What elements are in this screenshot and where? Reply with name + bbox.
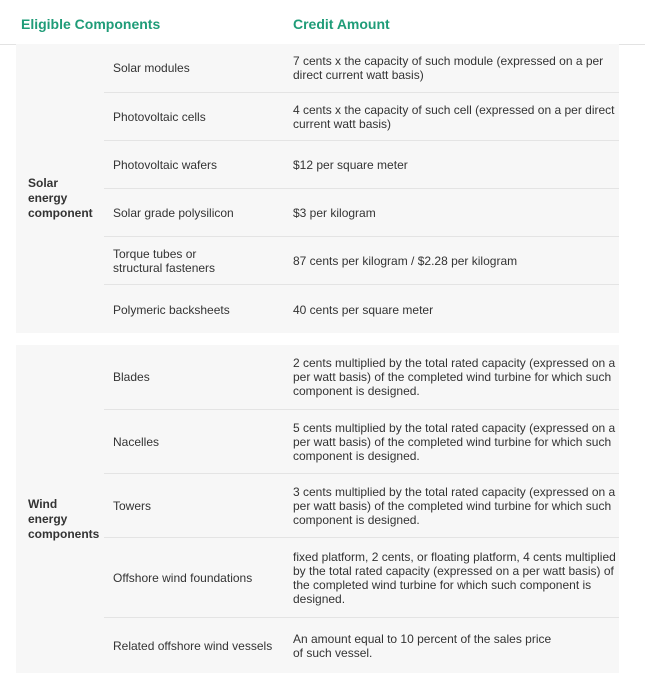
credit-amount: $12 per square meter bbox=[293, 158, 408, 172]
wind-label-line: energy bbox=[28, 512, 68, 526]
table-row bbox=[104, 284, 619, 334]
component-name: Polymeric backsheets bbox=[113, 302, 230, 317]
credit-amount: 3 cents multiplied by the total rated capacity (expressed on a per watt basis) of the completed wind turbine for which such component is designed. bbox=[293, 485, 616, 527]
table-row bbox=[104, 537, 619, 618]
credit-amount: $3 per kilogram bbox=[293, 206, 376, 220]
solar-group-label bbox=[28, 176, 108, 221]
wind-label-line: components bbox=[28, 527, 100, 541]
component-name: Torque tubes or structural fasteners bbox=[113, 247, 216, 275]
credit-amount: 87 cents per kilogram / $2.28 per kilogram bbox=[293, 254, 518, 268]
credit-amount: 5 cents multiplied by the total rated capacity (expressed on a per watt basis) of the completed wind turbine for which such component is designed. bbox=[293, 421, 616, 463]
component-name: Photovoltaic cells bbox=[113, 110, 206, 124]
solar-label-line: component bbox=[28, 206, 93, 220]
solar-group bbox=[16, 44, 619, 333]
component-name: Nacelles bbox=[113, 435, 160, 449]
credit-amount: fixed platform, 2 cents, or floating platform, 4 cents multiplied by the total rated capacity (expressed on a per watt basis) of the completed wind turbine for which such component is designed. bbox=[293, 550, 616, 606]
component-name: Offshore wind foundations bbox=[113, 571, 253, 585]
component-name: Solar modules bbox=[113, 61, 190, 75]
component-name: Photovoltaic wafers bbox=[113, 158, 218, 172]
table-row bbox=[104, 188, 619, 237]
table-row bbox=[104, 409, 619, 474]
credit-amount: 7 cents x the capacity of such module (expressed on a per direct current watt basis) bbox=[293, 54, 604, 82]
table-header bbox=[0, 0, 645, 45]
component-name: Blades bbox=[113, 370, 150, 384]
table-row bbox=[104, 345, 619, 409]
component-name: Towers bbox=[113, 499, 152, 513]
solar-label-line: energy bbox=[28, 191, 68, 205]
group-spacer bbox=[0, 333, 645, 343]
wind-group bbox=[16, 345, 619, 673]
wind-label-line: Wind bbox=[28, 497, 58, 511]
table-row bbox=[104, 617, 619, 674]
table-row bbox=[104, 236, 619, 285]
solar-rows bbox=[104, 44, 619, 333]
header-eligible-components: Eligible Components bbox=[21, 16, 161, 32]
credit-amount: 40 cents per square meter bbox=[293, 302, 434, 317]
credit-amount: 4 cents x the capacity of such cell (expressed on a per direct current watt basis) bbox=[293, 103, 615, 131]
component-name: Solar grade polysilicon bbox=[113, 206, 234, 220]
table-row bbox=[104, 140, 619, 189]
component-name: Related offshore wind vessels bbox=[113, 639, 273, 653]
credit-amount: An amount equal to 10 percent of the sales price of such vessel. bbox=[293, 632, 552, 660]
table-row bbox=[104, 92, 619, 141]
header-credit-amount: Credit Amount bbox=[293, 16, 390, 32]
table-row bbox=[104, 44, 619, 92]
solar-label-line: Solar bbox=[28, 176, 59, 190]
wind-rows bbox=[104, 345, 619, 673]
table-row bbox=[104, 473, 619, 538]
wind-group-label bbox=[28, 497, 108, 542]
credit-amount: 2 cents multiplied by the total rated capacity (expressed on a per watt basis) of the completed wind turbine for which such component is designed. bbox=[293, 356, 616, 398]
